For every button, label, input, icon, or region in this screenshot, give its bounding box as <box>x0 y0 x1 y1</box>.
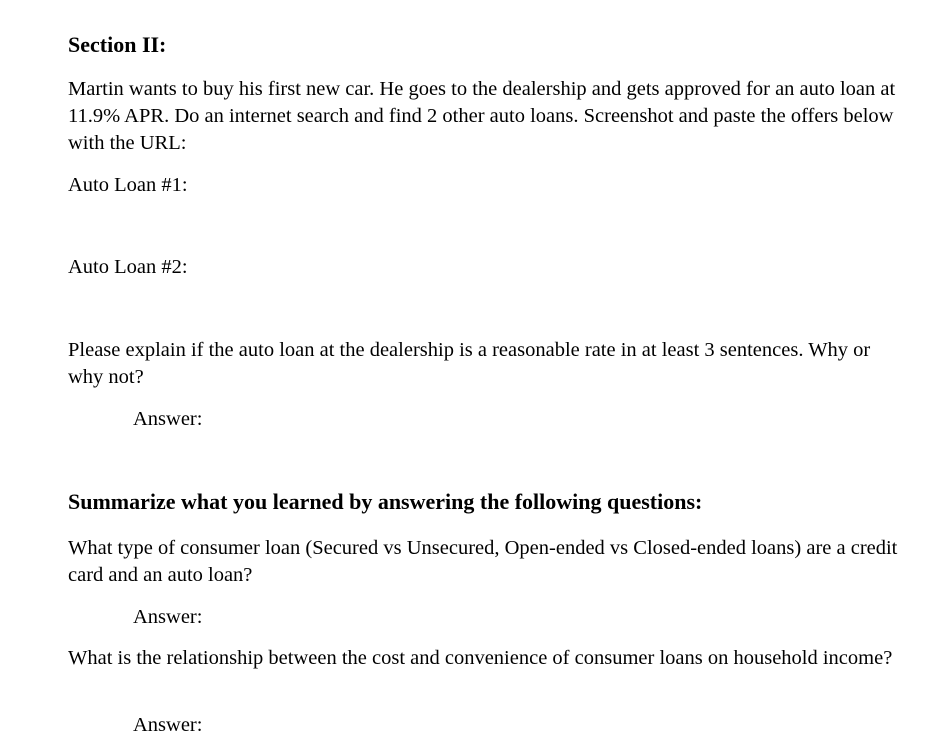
summary-heading: Summarize what you learned by answering the following questions: <box>68 489 703 514</box>
auto-loan-1-label: Auto Loan #1: <box>68 174 188 196</box>
question-2: What is the relationship between the cost and convenience of consumer loans on household income? <box>68 647 893 669</box>
question-2-answer-label: Answer: <box>133 714 203 736</box>
explain-answer-label: Answer: <box>133 408 203 430</box>
question-1: What type of consumer loan (Secured vs Unsecured, Open-ended vs Closed-ended loans) are a credit card and an auto loan? <box>68 537 898 586</box>
question-1-answer-label: Answer: <box>133 606 203 628</box>
section-heading: Section II: <box>68 32 167 57</box>
intro-paragraph: Martin wants to buy his first new car. He goes to the dealership and gets approved for an auto loan at 11.9% APR. Do an internet search and find 2 other auto loans. Screenshot and paste the offers below with the URL: <box>68 78 896 154</box>
auto-loan-2-label: Auto Loan #2: <box>68 256 188 278</box>
explain-prompt: Please explain if the auto loan at the dealership is a reasonable rate in at least 3 sentences. Why or why not? <box>68 339 871 388</box>
